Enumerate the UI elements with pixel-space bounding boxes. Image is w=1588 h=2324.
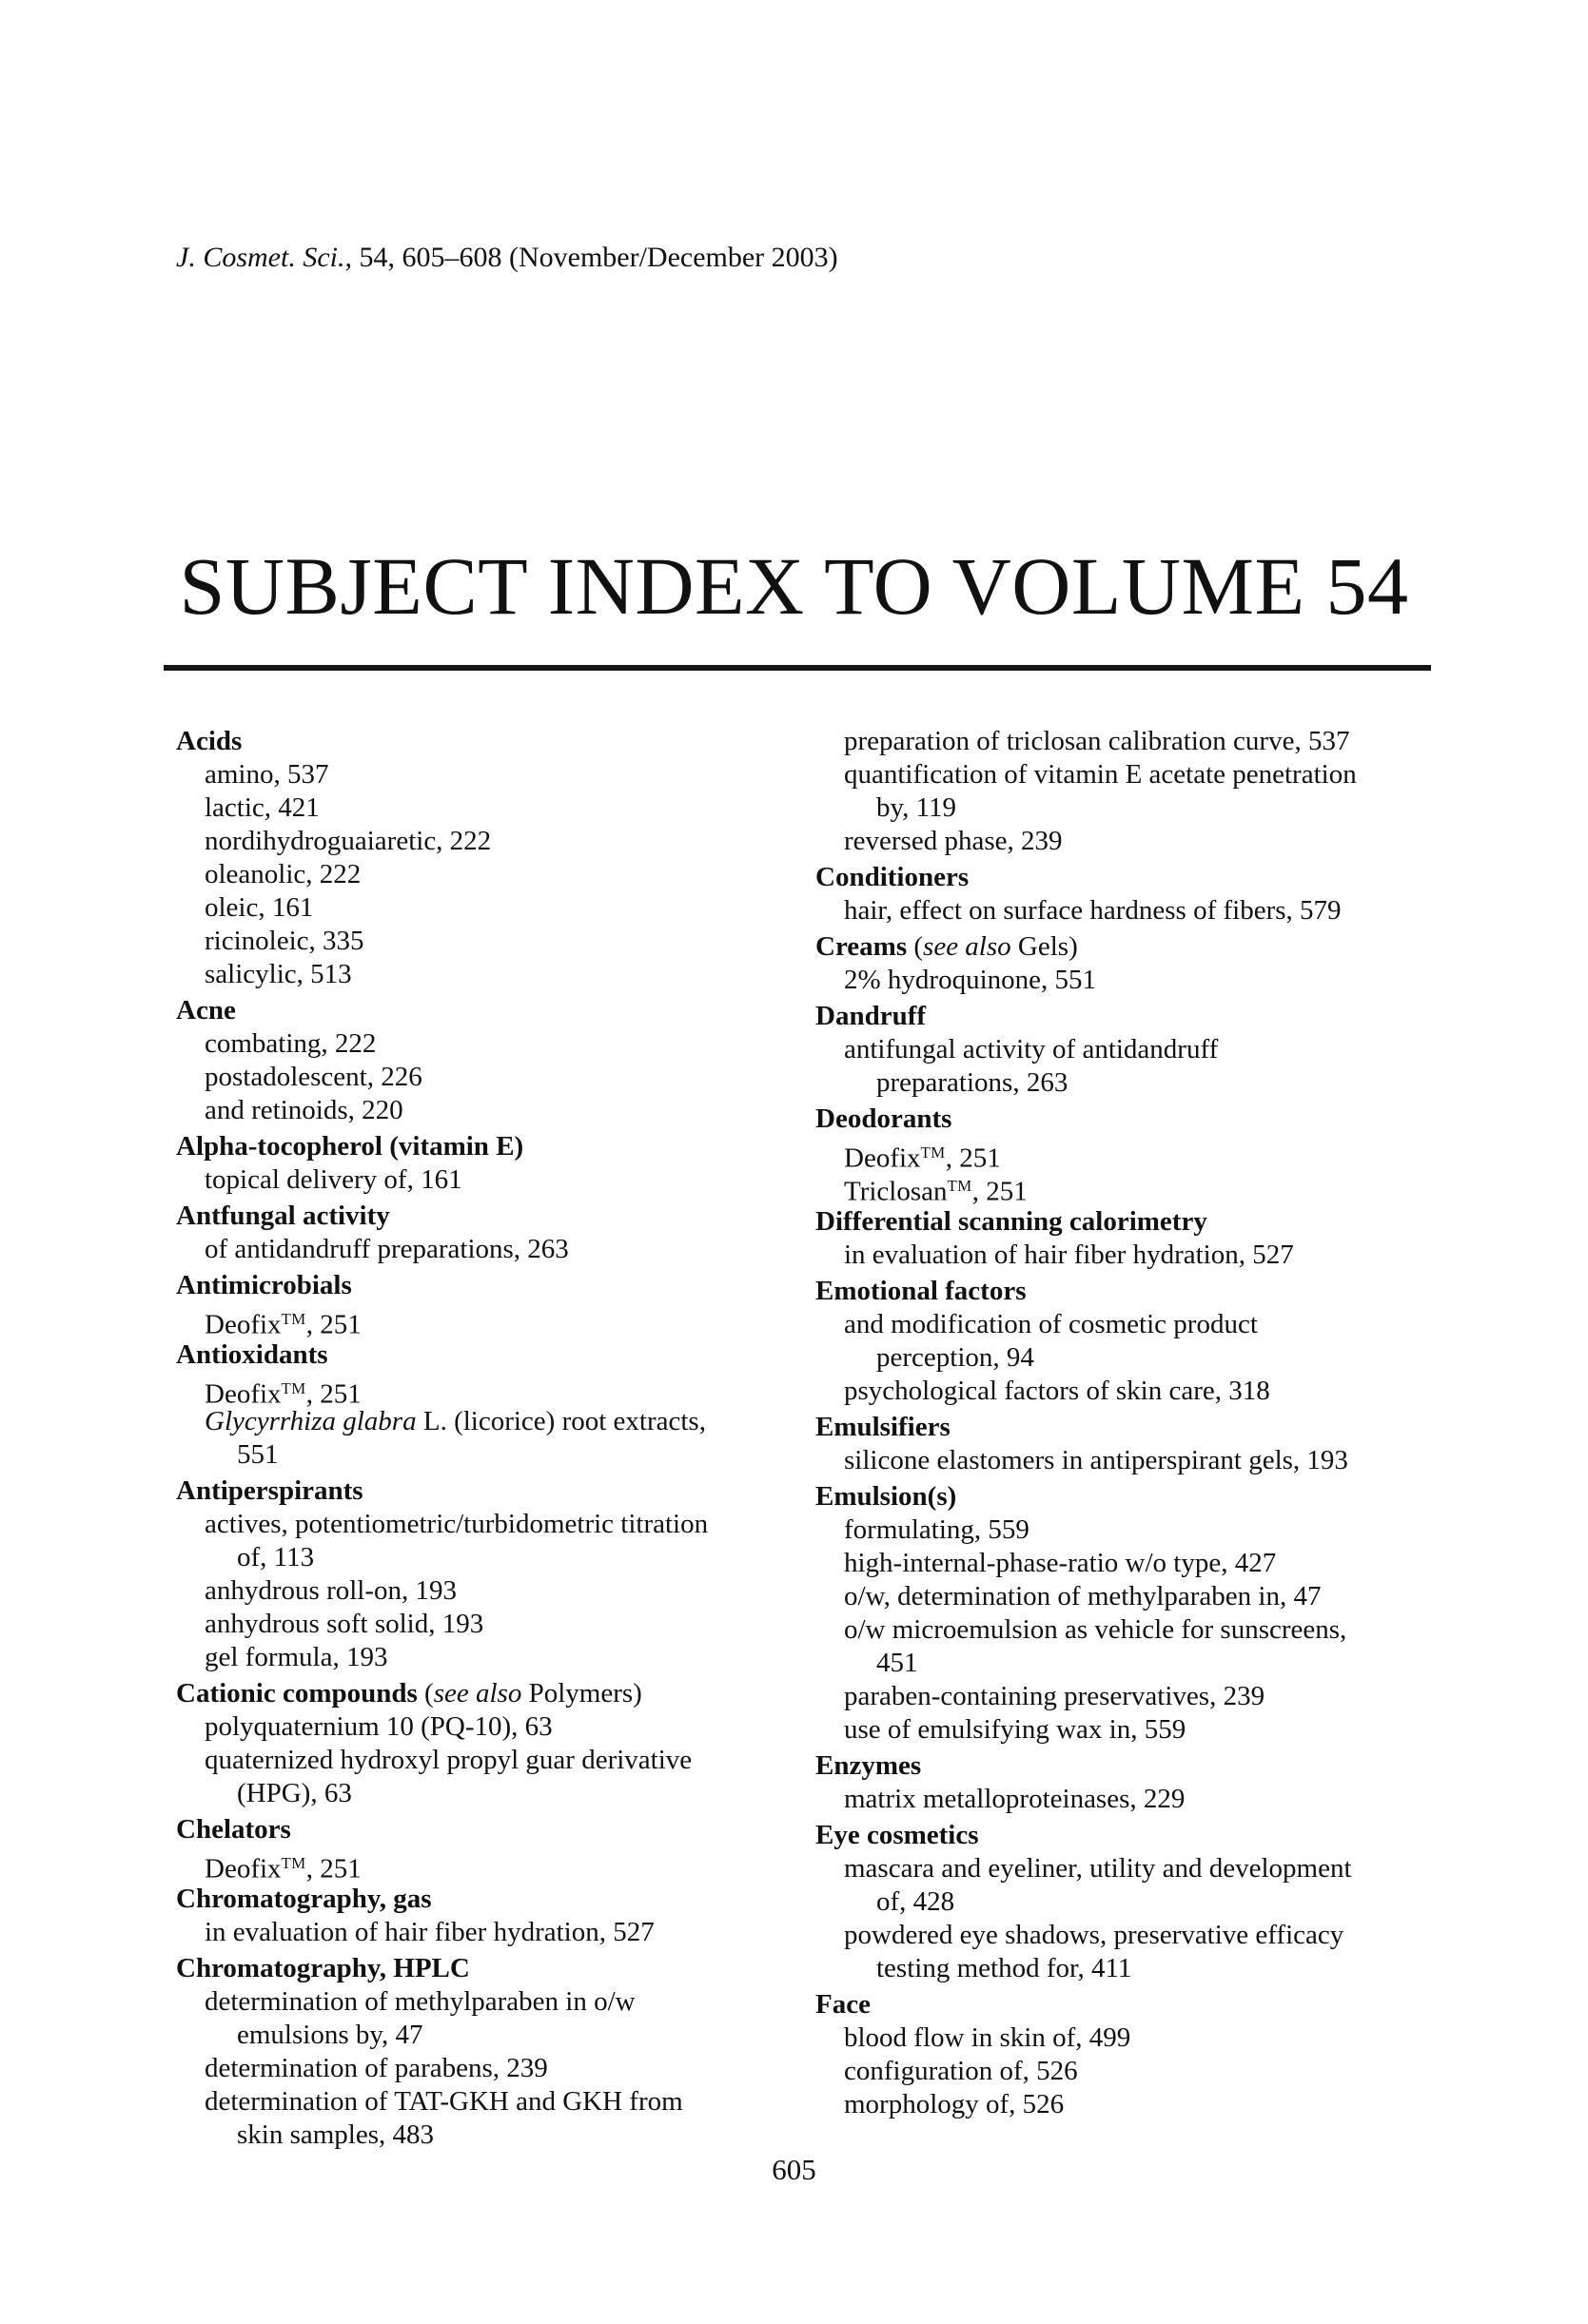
text-segment: Differential scanning calorimetry [815,1206,1207,1237]
index-heading [176,1200,798,1233]
text-segment: antifungal activity of antidandruff [844,1034,1219,1064]
index-entry [815,2055,1438,2088]
index-entry-continuation [815,1647,1438,1680]
index-entry [815,1169,1438,1207]
index-entry [815,2021,1438,2055]
text-segment: Antioxidants [176,1339,328,1370]
text-segment: , 251 [305,1378,362,1410]
text-segment: ( [417,1678,434,1709]
page-number: 605 [772,2153,816,2186]
text-segment: o/w microemulsion as vehicle for sunscreens, [844,1614,1347,1645]
index-entry [815,825,1438,858]
index-entry [815,1713,1438,1747]
text-segment: 551 [237,1439,279,1470]
text-segment: testing method for, 411 [876,1953,1132,1983]
text-segment: Chromatography, HPLC [176,1953,470,1983]
index-entry [815,1444,1438,1477]
text-segment: Triclosan [844,1176,948,1207]
index-entry-continuation [176,2019,798,2052]
index-entry [176,1985,798,2019]
text-segment: Deofix [205,1309,282,1340]
text-segment: powdered eye shadows, preservative efficacy [844,1920,1344,1950]
text-segment: Antiperspirants [176,1475,363,1506]
index-entry [815,1136,1438,1174]
text-segment: hair, effect on surface hardness of fibers, 579 [844,895,1342,926]
index-entry-continuation [815,1885,1438,1919]
text-segment: , 251 [945,1142,1001,1174]
text-segment: Alpha-tocopherol (vitamin E) [176,1131,524,1162]
index-heading [176,994,798,1027]
text-segment: see also [923,931,1011,962]
index-heading [815,1205,1438,1239]
index-entry [176,958,798,991]
text-segment: silicone elastomers in antiperspirant gels, 193 [844,1445,1348,1475]
text-segment: paraben-containing preservatives, 239 [844,1681,1265,1711]
text-segment: Cationic compounds [176,1678,418,1709]
index-entry [176,1372,798,1410]
text-segment: preparation of triclosan calibration curve, 537 [844,726,1350,756]
index-heading [815,1819,1438,1852]
index-entry [815,1852,1438,1885]
text-segment: TM [947,1177,972,1195]
text-segment: determination of methylparaben in o/w [205,1986,636,2017]
text-segment: (HPG), 63 [237,1778,352,1808]
text-segment: perception, 94 [876,1342,1034,1373]
text-segment: by, 119 [876,792,957,823]
index-entry [176,1608,798,1641]
index-heading [176,1677,798,1710]
text-segment: in evaluation of hair fiber hydration, 527 [205,1917,655,1947]
text-segment: determination of parabens, 239 [205,2053,548,2083]
index-heading [176,1474,798,1508]
text-segment: nordihydroguaiaretic, 222 [205,826,492,856]
index-entry [176,1027,798,1061]
text-segment: quantification of vitamin E acetate penetration [844,759,1357,790]
text-segment: TM [281,1379,306,1397]
index-heading [815,1000,1438,1033]
index-entry-continuation [176,1438,798,1472]
index-entry-continuation [176,1777,798,1810]
text-segment: Conditioners [815,862,970,892]
text-segment: Emulsion(s) [815,1481,957,1512]
text-segment: gel formula, 193 [205,1642,388,1672]
journal-citation [176,242,838,274]
page-title: SUBJECT INDEX TO VOLUME 54 [179,540,1409,632]
text-segment: Acne [176,995,236,1025]
index-entry [176,825,798,858]
index-entry-continuation [815,1341,1438,1375]
text-segment: Deofix [205,1378,282,1410]
text-segment: anhydrous roll-on, 193 [205,1575,457,1606]
text-segment: Emulsifiers [815,1412,951,1442]
index-heading [176,1883,798,1916]
text-segment: oleic, 161 [205,892,314,923]
text-segment: o/w, determination of methylparaben in, 47 [844,1581,1322,1611]
text-segment: morphology of, 526 [844,2089,1065,2119]
text-segment: TM [281,1854,306,1872]
text-segment: reversed phase, 239 [844,826,1063,856]
index-columns [176,725,1438,2152]
text-segment: , 251 [971,1176,1028,1207]
index-heading [815,1275,1438,1308]
index-column-right [815,725,1438,2152]
text-segment: preparations, 263 [876,1067,1068,1098]
index-entry [815,964,1438,997]
index-entry [176,791,798,825]
text-segment: Chelators [176,1814,291,1845]
text-segment: TM [281,1310,306,1328]
text-segment: anhydrous soft solid, 193 [205,1609,484,1639]
text-segment: Chromatography, gas [176,1884,432,1914]
index-entry [815,1547,1438,1580]
text-segment: amino, 537 [205,759,329,790]
index-heading [815,1411,1438,1444]
text-segment: Gels) [1010,931,1078,962]
text-segment: skin samples, 483 [237,2119,435,2150]
text-segment: and retinoids, 220 [205,1095,403,1125]
index-entry [815,725,1438,758]
index-entry [815,1033,1438,1066]
index-entry [815,1514,1438,1547]
index-entry [815,2088,1438,2121]
text-segment: Deodorants [815,1103,952,1134]
index-entry-continuation [176,1541,798,1574]
text-segment: Eye cosmetics [815,1820,979,1850]
text-segment: 2% hydroquinone, 551 [844,965,1096,995]
index-entry [176,1846,798,1885]
index-entry [815,894,1438,928]
index-entry [176,1508,798,1541]
text-segment: psychological factors of skin care, 318 [844,1376,1270,1406]
text-segment: determination of TAT-GKH and GKH from [205,2086,683,2117]
text-segment: Antimicrobials [176,1270,352,1300]
text-segment: ( [907,931,924,962]
index-entry [176,925,798,958]
text-segment: topical delivery of, 161 [205,1164,462,1195]
text-segment: of, 113 [237,1542,315,1572]
index-entry-continuation [176,2119,798,2152]
index-heading [815,861,1438,894]
text-segment: , 251 [305,1853,362,1885]
index-entry [815,758,1438,791]
index-heading [176,725,798,758]
index-heading [176,1269,798,1302]
index-entry [176,858,798,891]
text-segment: Emotional factors [815,1276,1027,1306]
index-entry [815,1239,1438,1272]
text-segment: emulsions by, 47 [237,2020,423,2050]
index-entry [815,1580,1438,1613]
index-heading [815,930,1438,964]
text-segment: and modification of cosmetic product [844,1309,1258,1339]
text-segment: Acids [176,726,243,756]
text-segment: ricinoleic, 335 [205,926,364,956]
title-rule [164,665,1431,671]
text-segment: combating, 222 [205,1028,377,1059]
index-entry-continuation [815,791,1438,825]
index-heading [815,1988,1438,2021]
index-entry [176,2052,798,2085]
text-segment: 54, 605–608 (November/December 2003) [351,242,838,273]
index-entry-continuation [815,1952,1438,1985]
index-entry [176,1744,798,1777]
text-segment: in evaluation of hair fiber hydration, 527 [844,1240,1294,1270]
text-segment: of antidandruff preparations, 263 [205,1234,569,1264]
index-entry [176,1916,798,1949]
index-heading [815,1103,1438,1136]
index-entry [176,1163,798,1197]
text-segment: TM [920,1143,946,1162]
text-segment: postadolescent, 226 [205,1062,422,1092]
text-segment: Glycyrrhiza glabra [205,1406,417,1436]
text-segment: configuration of, 526 [844,2056,1078,2086]
text-segment: Antfungal activity [176,1201,390,1231]
text-segment: lactic, 421 [205,792,320,823]
index-entry [176,2085,798,2119]
index-entry [176,1710,798,1744]
index-entry [815,1783,1438,1816]
index-heading [176,1952,798,1985]
index-entry [176,891,798,925]
index-entry [815,1375,1438,1408]
index-heading [176,1130,798,1163]
text-segment: oleanolic, 222 [205,859,362,889]
text-segment: matrix metalloproteinases, 229 [844,1784,1186,1814]
text-segment: salicylic, 513 [205,959,352,989]
text-segment: Creams [815,931,908,962]
text-segment: formulating, 559 [844,1514,1029,1545]
index-entry [176,1302,798,1340]
index-column-left [176,725,798,2152]
text-segment: of, 428 [876,1886,955,1917]
text-segment: mascara and eyeliner, utility and development [844,1853,1352,1884]
index-entry [815,1308,1438,1341]
index-entry [176,1574,798,1608]
index-entry [176,758,798,791]
text-segment: use of emulsifying wax in, 559 [844,1714,1186,1745]
index-heading [815,1749,1438,1783]
index-entry [176,1405,798,1438]
text-segment: quaternized hydroxyl propyl guar derivative [205,1745,693,1775]
text-segment: Deofix [205,1853,282,1885]
index-entry [176,1233,798,1266]
text-segment: Dandruff [815,1001,927,1031]
text-segment: blood flow in skin of, 499 [844,2022,1131,2053]
text-segment: 451 [876,1648,918,1678]
index-heading [176,1338,798,1372]
text-segment: L. (licorice) root extracts, [416,1406,706,1436]
index-entry [176,1094,798,1127]
text-segment: see also [433,1678,522,1709]
text-segment: J. Cosmet. Sci., [176,242,352,273]
index-heading [815,1480,1438,1514]
text-segment: actives, potentiometric/turbidometric titration [205,1509,709,1539]
text-segment: , 251 [305,1309,362,1340]
text-segment: Face [815,1989,871,2020]
text-segment: Enzymes [815,1750,922,1781]
text-segment: Deofix [844,1142,921,1174]
index-entry [176,1641,798,1674]
index-entry [815,1613,1438,1647]
index-entry [815,1919,1438,1952]
index-heading [176,1813,798,1846]
text-segment: polyquaternium 10 (PQ-10), 63 [205,1711,553,1742]
index-entry-continuation [815,1066,1438,1100]
index-entry [815,1680,1438,1713]
text-segment: high-internal-phase-ratio w/o type, 427 [844,1548,1277,1578]
text-segment: Polymers) [521,1678,642,1709]
index-entry [176,1061,798,1094]
